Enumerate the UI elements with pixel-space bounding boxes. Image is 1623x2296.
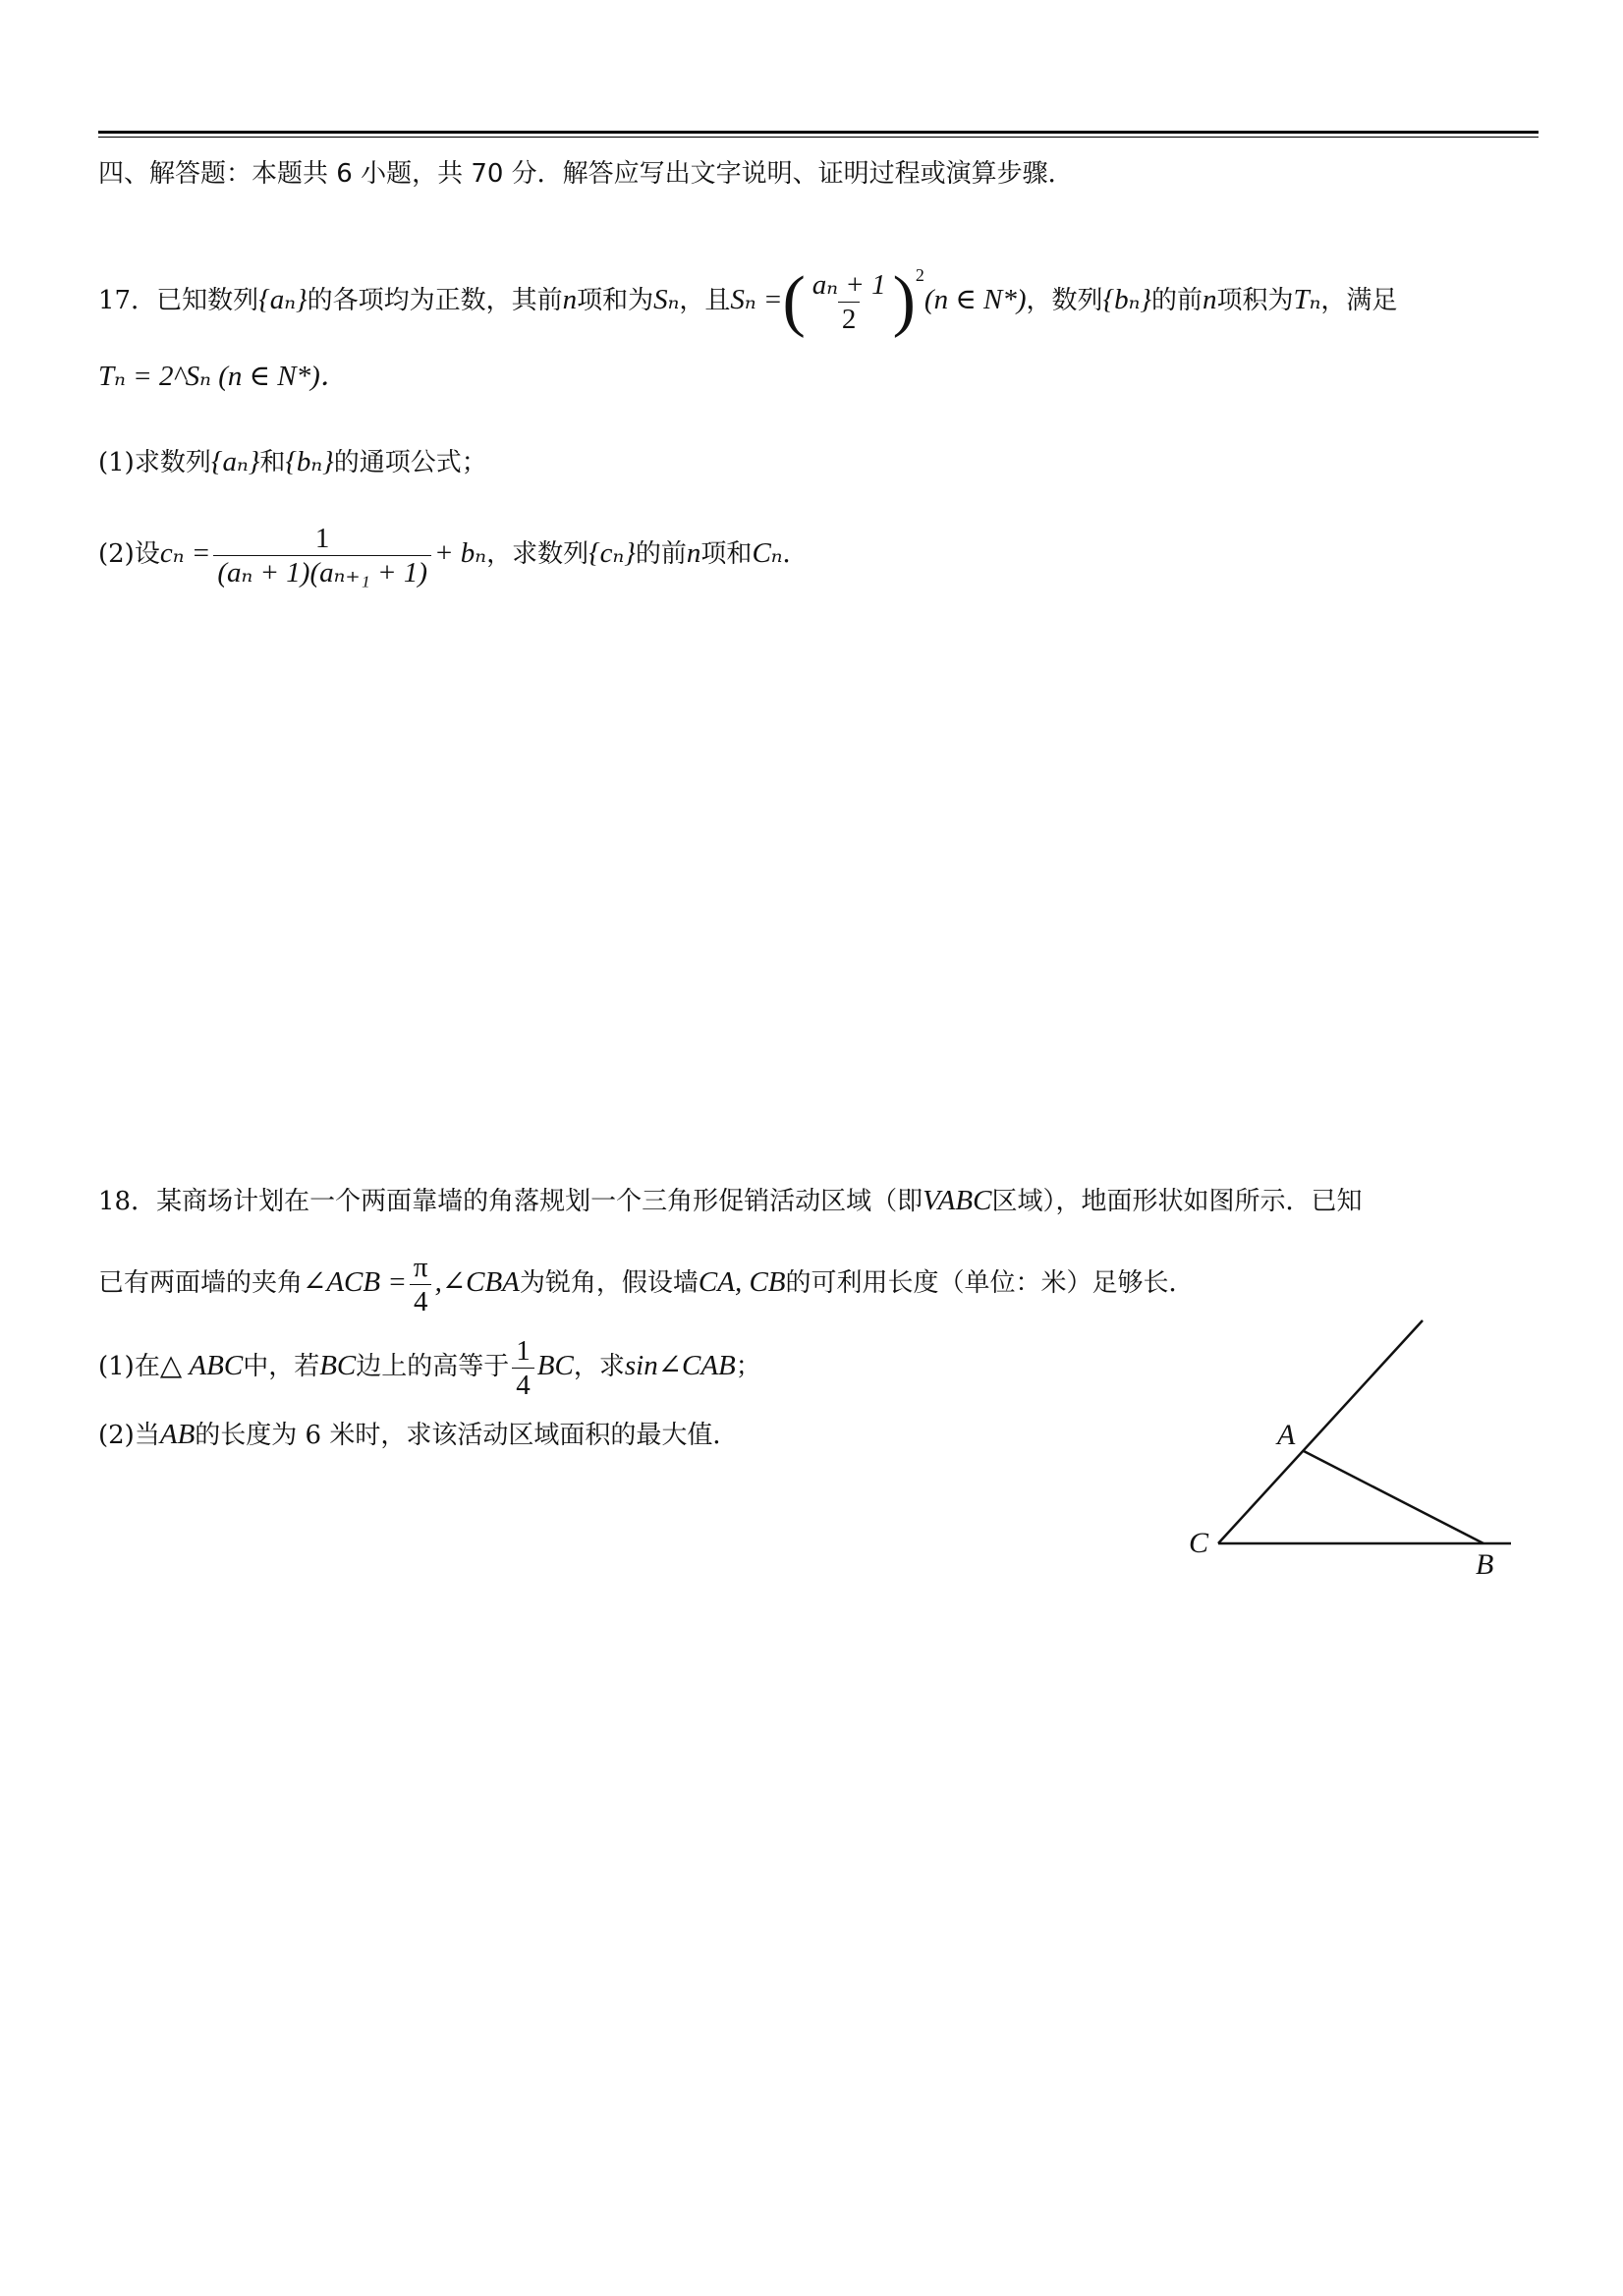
- segment-ab: [1304, 1451, 1483, 1543]
- wall-ca: [1218, 1320, 1423, 1543]
- sn-power: 2: [915, 265, 924, 285]
- seq-b: {bₙ}: [1102, 284, 1151, 315]
- cn-lhs: cₙ =: [159, 537, 211, 569]
- q18-line2: 已有两面墙的夹角∠ACB = $\frac{\pi}{4}$ ,∠CBA为锐角，假设墙CA, CB的可利用长度（单位：米）足够长．: [98, 1251, 1195, 1317]
- q18-number: 18．: [98, 1187, 157, 1216]
- q17-line1: 17．已知数列{aₙ}的各项均为正数，其前n项和为Sₙ，且Sₙ =( $\frac{\text{aₙ + 1}}{2}$ )$^2$(n ∈ N*)，数列{bₙ}的前n项积为Tₙ，满足: [98, 263, 1398, 339]
- label-a: A: [1277, 1419, 1296, 1451]
- sn-fraction: $\frac{\text{aₙ + 1}}{2}$: [812, 268, 886, 335]
- one-quarter: $\frac{1}{4}$: [512, 1334, 534, 1402]
- label-b: B: [1476, 1548, 1494, 1581]
- triangle-figure: [1169, 1307, 1523, 1582]
- q17-part1: (1)求数列{aₙ}和{bₙ}的通项公式；: [98, 446, 487, 477]
- section-heading: 四、解答题：本题共 6 小题，共 70 分．解答应写出文字说明、证明过程或演算步骤．: [98, 159, 1074, 189]
- header-rule-thick: [98, 131, 1539, 134]
- sn-formula-lhs: Sₙ =: [730, 284, 783, 315]
- q17-line2-tn-formula: Tₙ = 2^Sₙ (n ∈ N*)．: [98, 361, 349, 392]
- cn-fraction: $\frac{1}{\text{(aₙ + 1)(aₙ₊₁ + 1)}}$: [213, 522, 431, 589]
- n-domain: (n ∈ N*): [923, 284, 1027, 315]
- q18-part2: (2)当AB的长度为 6 米时，求该活动区域面积的最大值．: [98, 1419, 739, 1450]
- q18-line1: 18．某商场计划在一个两面靠墙的角落规划一个三角形促销活动区域（即VABC区域），地面形状如图所示．已知: [98, 1185, 1363, 1216]
- header-rule-thin: [98, 137, 1539, 138]
- q18-part1: (1)在△ ABC中，若BC边上的高等于 $\frac{1}{4}$ BC，求sin∠CAB；: [98, 1334, 761, 1401]
- pi-over-4: $\frac{\pi}{4}$: [410, 1251, 432, 1318]
- seq-a: {aₙ}: [258, 284, 308, 315]
- q17-number: 17．: [98, 286, 157, 315]
- q17-part2: (2)设cₙ = $\frac{1}{\text{(aₙ + 1)(aₙ₊₁ + 1)}}$ + bₙ，求数列{cₙ}的前n项和Cₙ．: [98, 522, 809, 588]
- label-c: C: [1189, 1527, 1209, 1559]
